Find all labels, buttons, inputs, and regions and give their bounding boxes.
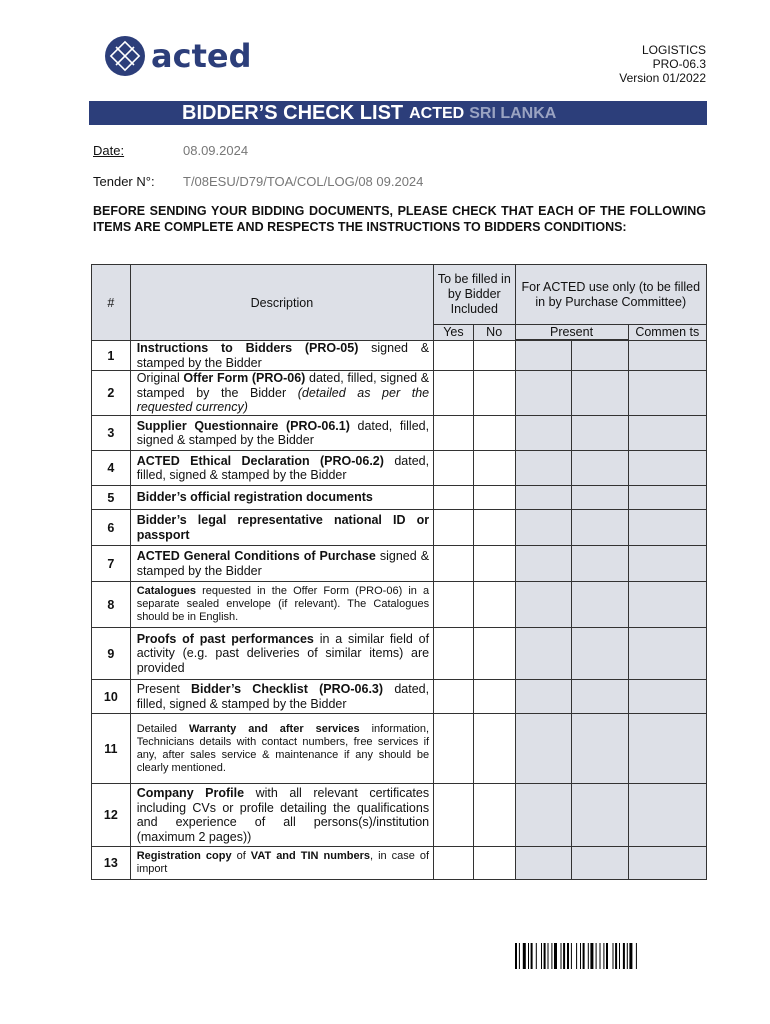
- instructions-text: BEFORE SENDING YOUR BIDDING DOCUMENTS, PLEASE CHECK THAT EACH OF THE FOLLOWING ITEMS ARE COMPLETE AND RESPECTS THE INSTRUCTIONS TO BIDDERS CONDITIONS:: [93, 204, 706, 234]
- date-value[interactable]: 08.09.2024: [183, 143, 249, 158]
- bidder-yes-cell[interactable]: [434, 582, 474, 628]
- table-row: [92, 416, 707, 451]
- comments-cell[interactable]: [628, 341, 706, 371]
- acted-no-cell[interactable]: [571, 486, 628, 510]
- acted-no-cell[interactable]: [571, 371, 628, 416]
- bidder-no-cell[interactable]: [473, 847, 515, 880]
- bidder-no-cell[interactable]: [473, 451, 515, 486]
- comments-cell[interactable]: [628, 582, 706, 628]
- row-description: Registration copy of VAT and TIN numbers, in case of import: [130, 847, 433, 880]
- date-field: [93, 143, 249, 158]
- table-row: [92, 546, 707, 582]
- comments-cell[interactable]: [628, 680, 706, 714]
- barcode-bar: [596, 943, 597, 969]
- barcode-bar: [515, 943, 517, 969]
- barcode-bar: [531, 943, 533, 969]
- table-row: [92, 341, 707, 371]
- title-banner: [89, 101, 707, 125]
- row-number: 1: [92, 341, 131, 371]
- row-number: 11: [92, 714, 131, 784]
- acted-yes-cell[interactable]: [515, 510, 571, 546]
- row-description: Bidder’s legal representative national ID or passport: [130, 510, 433, 546]
- bidder-no-cell[interactable]: [473, 510, 515, 546]
- checklist-table: [91, 264, 707, 880]
- document-reference: [619, 43, 706, 85]
- bidder-yes-cell[interactable]: [434, 510, 474, 546]
- barcode-bar: [519, 943, 520, 969]
- table-row: [92, 371, 707, 416]
- barcode-bar: [590, 943, 593, 969]
- row-description: Company Profile with all relevant certificates including CVs or profile detailing the qualifications and experience of all persons(s)/institution (maximum 2 pages)): [130, 784, 433, 847]
- barcode-bar: [580, 943, 581, 969]
- row-number: 2: [92, 371, 131, 416]
- brand-name: acted: [151, 37, 252, 75]
- row-description: Proofs of past performances in a similar field of activity (e.g. past deliveries of similar items) are provided: [130, 628, 433, 680]
- bidder-no-cell[interactable]: [473, 371, 515, 416]
- barcode-bar: [536, 943, 537, 969]
- row-description: Instructions to Bidders (PRO-05) signed & stamped by the Bidder: [130, 341, 433, 371]
- table-row: [92, 451, 707, 486]
- acted-yes-cell[interactable]: [515, 784, 571, 847]
- bidder-no-cell[interactable]: [473, 416, 515, 451]
- barcode-bar: [588, 943, 589, 969]
- row-description: Original Offer Form (PRO-06) dated, filled, signed & stamped by the Bidder (detailed as per the requested currency): [130, 371, 433, 416]
- acted-no-cell[interactable]: [571, 341, 628, 371]
- bidder-no-cell[interactable]: [473, 680, 515, 714]
- table-row: [92, 784, 707, 847]
- bidder-yes-cell[interactable]: [434, 628, 474, 680]
- table-row: [92, 714, 707, 784]
- row-description: Present Bidder’s Checklist (PRO-06.3) dated, filled, signed & stamped by the Bidder: [130, 680, 433, 714]
- bidder-yes-cell[interactable]: [434, 784, 474, 847]
- bidder-yes-cell[interactable]: [434, 371, 474, 416]
- acted-no-cell[interactable]: [571, 451, 628, 486]
- row-number: 8: [92, 582, 131, 628]
- barcode-bar: [600, 943, 601, 969]
- comments-cell[interactable]: [628, 784, 706, 847]
- bidder-no-cell[interactable]: [473, 486, 515, 510]
- header-bidder-label: To be filled in by Bidder: [437, 272, 511, 301]
- row-description: Supplier Questionnaire (PRO-06.1) dated, filled, signed & stamped by the Bidder: [130, 416, 433, 451]
- barcode-bar: [613, 943, 614, 969]
- row-number: 4: [92, 451, 131, 486]
- barcode-bar: [567, 943, 569, 969]
- acted-no-cell[interactable]: [571, 510, 628, 546]
- row-number: 6: [92, 510, 131, 546]
- document-version: Version 01/2022: [619, 71, 706, 85]
- header-bidder-no: No: [473, 325, 515, 341]
- barcode-bar: [561, 943, 562, 969]
- row-description: Detailed Warranty and after services information, Technicians details with contact numbers, free services if any, after sales service & maintenance if any should be clearly mentioned.: [130, 714, 433, 784]
- tender-field: [93, 174, 424, 189]
- date-label: Date:: [93, 143, 125, 158]
- comments-cell[interactable]: [628, 847, 706, 880]
- bidder-yes-cell[interactable]: [434, 486, 474, 510]
- acted-yes-cell[interactable]: [515, 451, 571, 486]
- header-bidder: [434, 265, 515, 325]
- row-number: 13: [92, 847, 131, 880]
- comments-cell[interactable]: [628, 546, 706, 582]
- org-name: ACTED: [409, 105, 465, 122]
- bidder-no-cell[interactable]: [473, 341, 515, 371]
- table-row: [92, 628, 707, 680]
- barcode-bar: [563, 943, 565, 969]
- document-code: PRO-06.3: [652, 57, 706, 71]
- bidder-yes-cell[interactable]: [434, 680, 474, 714]
- acted-yes-cell[interactable]: [515, 680, 571, 714]
- bidder-no-cell[interactable]: [473, 714, 515, 784]
- acted-yes-cell[interactable]: [515, 714, 571, 784]
- row-description: ACTED General Conditions of Purchase signed & stamped by the Bidder: [130, 546, 433, 582]
- bidder-yes-cell[interactable]: [434, 714, 474, 784]
- acted-no-cell[interactable]: [571, 582, 628, 628]
- table-row: [92, 510, 707, 546]
- acted-no-cell[interactable]: [571, 628, 628, 680]
- tender-label: Tender N°:: [93, 174, 155, 189]
- acted-yes-cell[interactable]: [515, 546, 571, 582]
- header-present: Present: [516, 325, 628, 340]
- bidder-no-cell[interactable]: [473, 546, 515, 582]
- acted-emblem-icon: [105, 36, 145, 76]
- acted-yes-cell[interactable]: [515, 416, 571, 451]
- table-row: [92, 847, 707, 880]
- comments-cell[interactable]: [628, 451, 706, 486]
- header-present-group: [515, 325, 628, 341]
- barcode-bar: [627, 943, 628, 969]
- barcode-bar: [636, 943, 637, 969]
- comments-cell[interactable]: [628, 510, 706, 546]
- acted-yes-cell[interactable]: [515, 582, 571, 628]
- row-number: 5: [92, 486, 131, 510]
- row-description: Catalogues requested in the Offer Form (PRO-06) in a separate sealed envelope (if relevant). The Catalogues should be in English.: [130, 582, 433, 628]
- country-name: SRI LANKA: [469, 105, 557, 122]
- row-number: 10: [92, 680, 131, 714]
- barcode-bar: [619, 943, 620, 969]
- bidder-no-cell[interactable]: [473, 784, 515, 847]
- comments-cell[interactable]: [628, 416, 706, 451]
- barcode-bar: [629, 943, 632, 969]
- row-description: ACTED Ethical Declaration (PRO-06.2) dated, filled, signed & stamped by the Bidder: [130, 451, 433, 486]
- acted-no-cell[interactable]: [571, 847, 628, 880]
- department-label: LOGISTICS: [641, 43, 706, 57]
- barcode-bar: [571, 943, 572, 969]
- barcode-bar: [528, 943, 529, 969]
- row-number: 7: [92, 546, 131, 582]
- table-row: [92, 486, 707, 510]
- bidder-yes-cell[interactable]: [434, 451, 474, 486]
- bidder-no-cell[interactable]: [473, 582, 515, 628]
- comments-cell[interactable]: [628, 628, 706, 680]
- header-acted-label: For ACTED use only (to be filled in by Purchase Committee): [521, 279, 701, 309]
- barcode-bar: [576, 943, 577, 969]
- bidder-yes-cell[interactable]: [434, 416, 474, 451]
- bidder-yes-cell[interactable]: [434, 847, 474, 880]
- acted-yes-cell[interactable]: [515, 847, 571, 880]
- table-row: [92, 680, 707, 714]
- barcode-bar: [551, 943, 552, 969]
- barcode-bar: [523, 943, 526, 969]
- comments-cell[interactable]: [628, 714, 706, 784]
- row-number: 3: [92, 416, 131, 451]
- barcode-bar: [548, 943, 549, 969]
- barcode-bar: [615, 943, 617, 969]
- header-comments: Commen ts: [628, 325, 706, 341]
- acted-yes-cell[interactable]: [515, 486, 571, 510]
- barcode-bar: [603, 943, 604, 969]
- acted-logo: [105, 36, 251, 76]
- barcode-bar: [541, 943, 542, 969]
- barcode-bar: [623, 943, 625, 969]
- barcode: [515, 943, 693, 973]
- bidder-yes-cell[interactable]: [434, 546, 474, 582]
- barcode-bar: [554, 943, 557, 969]
- page-title: BIDDER’S CHECK LIST: [182, 102, 404, 124]
- acted-no-cell[interactable]: [571, 546, 628, 582]
- bidder-yes-cell[interactable]: [434, 341, 474, 371]
- acted-no-cell[interactable]: [571, 714, 628, 784]
- tender-value[interactable]: T/08ESU/D79/TOA/COL/LOG/08 09.2024: [183, 174, 424, 189]
- table-row: [92, 582, 707, 628]
- header-bidder-yes: Yes: [434, 325, 474, 341]
- acted-yes-cell[interactable]: [515, 628, 571, 680]
- acted-no-cell[interactable]: [571, 680, 628, 714]
- header-number: #: [92, 265, 131, 341]
- row-description: Bidder’s official registration documents: [130, 486, 433, 510]
- barcode-bar: [544, 943, 546, 969]
- row-number: 9: [92, 628, 131, 680]
- acted-yes-cell[interactable]: [515, 371, 571, 416]
- comments-cell[interactable]: [628, 371, 706, 416]
- bidder-no-cell[interactable]: [473, 628, 515, 680]
- barcode-bar: [606, 943, 608, 969]
- acted-yes-cell[interactable]: [515, 341, 571, 371]
- acted-no-cell[interactable]: [571, 416, 628, 451]
- header-included: Included: [450, 302, 498, 316]
- header-acted-use: [515, 265, 706, 325]
- row-number: 12: [92, 784, 131, 847]
- header-description: Description: [130, 265, 433, 341]
- acted-no-cell[interactable]: [571, 784, 628, 847]
- comments-cell[interactable]: [628, 486, 706, 510]
- barcode-bar: [583, 943, 585, 969]
